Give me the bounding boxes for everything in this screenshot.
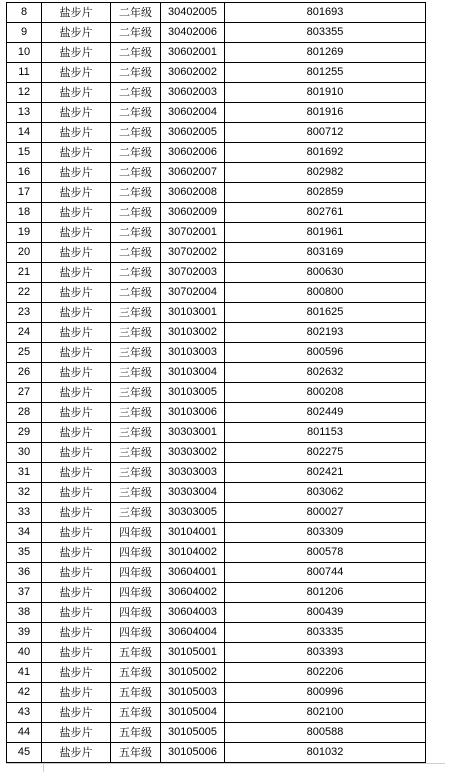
cell-grade: 二年级 bbox=[111, 163, 161, 183]
table-row bbox=[7, 203, 426, 223]
cell-area: 盐步片 bbox=[42, 523, 111, 543]
table-row bbox=[7, 83, 426, 103]
cell-area: 盐步片 bbox=[42, 283, 111, 303]
cell-row-number: 29 bbox=[7, 423, 42, 443]
cell-row-number: 30 bbox=[7, 443, 42, 463]
cell-area: 盐步片 bbox=[42, 603, 111, 623]
cell-student-id: 803355 bbox=[225, 23, 426, 43]
cell-row-number: 16 bbox=[7, 163, 42, 183]
cell-row-number: 41 bbox=[7, 663, 42, 683]
cell-area: 盐步片 bbox=[42, 63, 111, 83]
cell-row-number: 10 bbox=[7, 43, 42, 63]
table-row bbox=[7, 443, 426, 463]
cell-class-code: 30103004 bbox=[161, 363, 225, 383]
cell-row-number: 44 bbox=[7, 723, 42, 743]
cell-student-id: 802449 bbox=[225, 403, 426, 423]
cell-class-code: 30103005 bbox=[161, 383, 225, 403]
cell-row-number: 42 bbox=[7, 683, 42, 703]
cell-area: 盐步片 bbox=[42, 383, 111, 403]
cell-grade: 三年级 bbox=[111, 483, 161, 503]
cell-student-id: 800439 bbox=[225, 603, 426, 623]
cell-grade: 二年级 bbox=[111, 83, 161, 103]
page-bottom-tick bbox=[43, 763, 44, 772]
cell-row-number: 11 bbox=[7, 63, 42, 83]
table-row bbox=[7, 383, 426, 403]
cell-row-number: 38 bbox=[7, 603, 42, 623]
cell-class-code: 30602004 bbox=[161, 103, 225, 123]
cell-grade: 三年级 bbox=[111, 503, 161, 523]
cell-area: 盐步片 bbox=[42, 463, 111, 483]
table-row bbox=[7, 43, 426, 63]
cell-row-number: 37 bbox=[7, 583, 42, 603]
cell-student-id: 803309 bbox=[225, 523, 426, 543]
table-row bbox=[7, 683, 426, 703]
cell-area: 盐步片 bbox=[42, 643, 111, 663]
cell-area: 盐步片 bbox=[42, 183, 111, 203]
table-row bbox=[7, 543, 426, 563]
cell-class-code: 30303003 bbox=[161, 463, 225, 483]
cell-row-number: 24 bbox=[7, 323, 42, 343]
table-row bbox=[7, 223, 426, 243]
table-body bbox=[7, 3, 426, 763]
cell-row-number: 21 bbox=[7, 263, 42, 283]
table-row bbox=[7, 483, 426, 503]
cell-student-id: 801693 bbox=[225, 3, 426, 23]
cell-grade: 二年级 bbox=[111, 143, 161, 163]
cell-class-code: 30602006 bbox=[161, 143, 225, 163]
cell-class-code: 30303002 bbox=[161, 443, 225, 463]
cell-grade: 四年级 bbox=[111, 583, 161, 603]
cell-class-code: 30702002 bbox=[161, 243, 225, 263]
cell-area: 盐步片 bbox=[42, 723, 111, 743]
cell-class-code: 30103002 bbox=[161, 323, 225, 343]
cell-class-code: 30602001 bbox=[161, 43, 225, 63]
cell-class-code: 30104001 bbox=[161, 523, 225, 543]
cell-row-number: 33 bbox=[7, 503, 42, 523]
table-row bbox=[7, 723, 426, 743]
cell-class-code: 30402006 bbox=[161, 23, 225, 43]
cell-area: 盐步片 bbox=[42, 143, 111, 163]
cell-student-id: 800596 bbox=[225, 343, 426, 363]
cell-class-code: 30103001 bbox=[161, 303, 225, 323]
cell-student-id: 800588 bbox=[225, 723, 426, 743]
cell-grade: 三年级 bbox=[111, 443, 161, 463]
cell-student-id: 800208 bbox=[225, 383, 426, 403]
cell-row-number: 19 bbox=[7, 223, 42, 243]
cell-area: 盐步片 bbox=[42, 263, 111, 283]
cell-student-id: 802275 bbox=[225, 443, 426, 463]
cell-student-id: 801916 bbox=[225, 103, 426, 123]
cell-student-id: 802206 bbox=[225, 663, 426, 683]
cell-student-id: 800744 bbox=[225, 563, 426, 583]
cell-student-id: 800630 bbox=[225, 263, 426, 283]
table-row bbox=[7, 583, 426, 603]
cell-student-id: 803335 bbox=[225, 623, 426, 643]
table-row bbox=[7, 183, 426, 203]
cell-area: 盐步片 bbox=[42, 483, 111, 503]
cell-row-number: 27 bbox=[7, 383, 42, 403]
table-row bbox=[7, 343, 426, 363]
cell-area: 盐步片 bbox=[42, 303, 111, 323]
table-row bbox=[7, 263, 426, 283]
table-row bbox=[7, 463, 426, 483]
table-row bbox=[7, 563, 426, 583]
cell-class-code: 30105005 bbox=[161, 723, 225, 743]
table-row bbox=[7, 423, 426, 443]
cell-row-number: 23 bbox=[7, 303, 42, 323]
cell-area: 盐步片 bbox=[42, 43, 111, 63]
cell-grade: 五年级 bbox=[111, 643, 161, 663]
cell-row-number: 12 bbox=[7, 83, 42, 103]
cell-class-code: 30702001 bbox=[161, 223, 225, 243]
cell-student-id: 800027 bbox=[225, 503, 426, 523]
cell-student-id: 801269 bbox=[225, 43, 426, 63]
cell-grade: 二年级 bbox=[111, 63, 161, 83]
cell-grade: 三年级 bbox=[111, 363, 161, 383]
cell-area: 盐步片 bbox=[42, 683, 111, 703]
cell-area: 盐步片 bbox=[42, 363, 111, 383]
cell-area: 盐步片 bbox=[42, 623, 111, 643]
cell-class-code: 30103006 bbox=[161, 403, 225, 423]
cell-class-code: 30604002 bbox=[161, 583, 225, 603]
cell-grade: 五年级 bbox=[111, 723, 161, 743]
cell-grade: 二年级 bbox=[111, 123, 161, 143]
cell-student-id: 803393 bbox=[225, 643, 426, 663]
cell-row-number: 20 bbox=[7, 243, 42, 263]
table-row bbox=[7, 303, 426, 323]
table-row bbox=[7, 503, 426, 523]
cell-grade: 二年级 bbox=[111, 243, 161, 263]
cell-grade: 五年级 bbox=[111, 683, 161, 703]
cell-grade: 五年级 bbox=[111, 703, 161, 723]
cell-area: 盐步片 bbox=[42, 343, 111, 363]
cell-row-number: 14 bbox=[7, 123, 42, 143]
cell-area: 盐步片 bbox=[42, 103, 111, 123]
cell-grade: 四年级 bbox=[111, 523, 161, 543]
cell-area: 盐步片 bbox=[42, 443, 111, 463]
table-row bbox=[7, 643, 426, 663]
cell-class-code: 30602009 bbox=[161, 203, 225, 223]
cell-class-code: 30602002 bbox=[161, 63, 225, 83]
cell-student-id: 801961 bbox=[225, 223, 426, 243]
cell-row-number: 15 bbox=[7, 143, 42, 163]
cell-student-id: 802100 bbox=[225, 703, 426, 723]
cell-grade: 三年级 bbox=[111, 343, 161, 363]
cell-class-code: 30105006 bbox=[161, 743, 225, 763]
data-table bbox=[6, 2, 426, 763]
cell-area: 盐步片 bbox=[42, 403, 111, 423]
cell-area: 盐步片 bbox=[42, 583, 111, 603]
cell-grade: 三年级 bbox=[111, 403, 161, 423]
cell-student-id: 802982 bbox=[225, 163, 426, 183]
cell-grade: 二年级 bbox=[111, 283, 161, 303]
table-row bbox=[7, 143, 426, 163]
cell-grade: 三年级 bbox=[111, 383, 161, 403]
table-row bbox=[7, 743, 426, 763]
cell-class-code: 30602007 bbox=[161, 163, 225, 183]
cell-area: 盐步片 bbox=[42, 243, 111, 263]
cell-student-id: 802421 bbox=[225, 463, 426, 483]
cell-row-number: 28 bbox=[7, 403, 42, 423]
cell-class-code: 30604003 bbox=[161, 603, 225, 623]
cell-row-number: 22 bbox=[7, 283, 42, 303]
cell-grade: 二年级 bbox=[111, 23, 161, 43]
cell-student-id: 800996 bbox=[225, 683, 426, 703]
cell-grade: 五年级 bbox=[111, 663, 161, 683]
cell-grade: 五年级 bbox=[111, 743, 161, 763]
cell-student-id: 800800 bbox=[225, 283, 426, 303]
cell-row-number: 25 bbox=[7, 343, 42, 363]
cell-row-number: 39 bbox=[7, 623, 42, 643]
cell-row-number: 34 bbox=[7, 523, 42, 543]
cell-area: 盐步片 bbox=[42, 323, 111, 343]
cell-class-code: 30702003 bbox=[161, 263, 225, 283]
cell-student-id: 800578 bbox=[225, 543, 426, 563]
cell-area: 盐步片 bbox=[42, 23, 111, 43]
table-row bbox=[7, 363, 426, 383]
cell-grade: 二年级 bbox=[111, 203, 161, 223]
cell-grade: 四年级 bbox=[111, 623, 161, 643]
cell-class-code: 30104002 bbox=[161, 543, 225, 563]
cell-row-number: 13 bbox=[7, 103, 42, 123]
cell-area: 盐步片 bbox=[42, 3, 111, 23]
cell-area: 盐步片 bbox=[42, 123, 111, 143]
cell-area: 盐步片 bbox=[42, 503, 111, 523]
table-row bbox=[7, 703, 426, 723]
table-row bbox=[7, 163, 426, 183]
cell-area: 盐步片 bbox=[42, 83, 111, 103]
cell-class-code: 30303005 bbox=[161, 503, 225, 523]
cell-area: 盐步片 bbox=[42, 203, 111, 223]
table-row bbox=[7, 283, 426, 303]
cell-grade: 四年级 bbox=[111, 543, 161, 563]
cell-row-number: 43 bbox=[7, 703, 42, 723]
cell-student-id: 801032 bbox=[225, 743, 426, 763]
cell-area: 盐步片 bbox=[42, 563, 111, 583]
cell-area: 盐步片 bbox=[42, 163, 111, 183]
cell-grade: 四年级 bbox=[111, 563, 161, 583]
cell-student-id: 802632 bbox=[225, 363, 426, 383]
cell-grade: 二年级 bbox=[111, 223, 161, 243]
cell-row-number: 32 bbox=[7, 483, 42, 503]
cell-area: 盐步片 bbox=[42, 423, 111, 443]
table-row bbox=[7, 243, 426, 263]
cell-student-id: 801153 bbox=[225, 423, 426, 443]
cell-grade: 二年级 bbox=[111, 103, 161, 123]
cell-row-number: 26 bbox=[7, 363, 42, 383]
cell-grade: 三年级 bbox=[111, 323, 161, 343]
cell-class-code: 30103003 bbox=[161, 343, 225, 363]
table-row bbox=[7, 523, 426, 543]
cell-student-id: 802193 bbox=[225, 323, 426, 343]
cell-class-code: 30602003 bbox=[161, 83, 225, 103]
table-row bbox=[7, 63, 426, 83]
cell-student-id: 800712 bbox=[225, 123, 426, 143]
cell-student-id: 802761 bbox=[225, 203, 426, 223]
page-bottom-rule bbox=[6, 763, 445, 764]
table-row bbox=[7, 603, 426, 623]
cell-area: 盐步片 bbox=[42, 703, 111, 723]
cell-grade: 四年级 bbox=[111, 603, 161, 623]
table-row bbox=[7, 623, 426, 643]
cell-class-code: 30105001 bbox=[161, 643, 225, 663]
table-row bbox=[7, 123, 426, 143]
cell-class-code: 30105004 bbox=[161, 703, 225, 723]
cell-class-code: 30604001 bbox=[161, 563, 225, 583]
cell-row-number: 35 bbox=[7, 543, 42, 563]
cell-row-number: 9 bbox=[7, 23, 42, 43]
table-row bbox=[7, 403, 426, 423]
cell-student-id: 803062 bbox=[225, 483, 426, 503]
cell-grade: 二年级 bbox=[111, 3, 161, 23]
cell-row-number: 18 bbox=[7, 203, 42, 223]
cell-row-number: 36 bbox=[7, 563, 42, 583]
cell-class-code: 30402005 bbox=[161, 3, 225, 23]
cell-student-id: 801625 bbox=[225, 303, 426, 323]
cell-grade: 二年级 bbox=[111, 263, 161, 283]
cell-area: 盐步片 bbox=[42, 663, 111, 683]
table-row bbox=[7, 663, 426, 683]
table-row bbox=[7, 323, 426, 343]
cell-student-id: 801255 bbox=[225, 63, 426, 83]
cell-student-id: 801910 bbox=[225, 83, 426, 103]
cell-area: 盐步片 bbox=[42, 743, 111, 763]
cell-class-code: 30303001 bbox=[161, 423, 225, 443]
cell-grade: 三年级 bbox=[111, 463, 161, 483]
cell-student-id: 801692 bbox=[225, 143, 426, 163]
cell-class-code: 30303004 bbox=[161, 483, 225, 503]
cell-grade: 三年级 bbox=[111, 303, 161, 323]
cell-class-code: 30604004 bbox=[161, 623, 225, 643]
cell-student-id: 802859 bbox=[225, 183, 426, 203]
cell-row-number: 45 bbox=[7, 743, 42, 763]
cell-class-code: 30602005 bbox=[161, 123, 225, 143]
table-row bbox=[7, 3, 426, 23]
cell-area: 盐步片 bbox=[42, 543, 111, 563]
cell-row-number: 17 bbox=[7, 183, 42, 203]
cell-grade: 三年级 bbox=[111, 423, 161, 443]
cell-area: 盐步片 bbox=[42, 223, 111, 243]
cell-row-number: 8 bbox=[7, 3, 42, 23]
cell-class-code: 30702004 bbox=[161, 283, 225, 303]
cell-class-code: 30105003 bbox=[161, 683, 225, 703]
cell-class-code: 30602008 bbox=[161, 183, 225, 203]
cell-student-id: 803169 bbox=[225, 243, 426, 263]
cell-class-code: 30105002 bbox=[161, 663, 225, 683]
cell-row-number: 40 bbox=[7, 643, 42, 663]
table-row bbox=[7, 103, 426, 123]
table-row bbox=[7, 23, 426, 43]
cell-grade: 二年级 bbox=[111, 43, 161, 63]
cell-grade: 二年级 bbox=[111, 183, 161, 203]
cell-student-id: 801206 bbox=[225, 583, 426, 603]
cell-row-number: 31 bbox=[7, 463, 42, 483]
